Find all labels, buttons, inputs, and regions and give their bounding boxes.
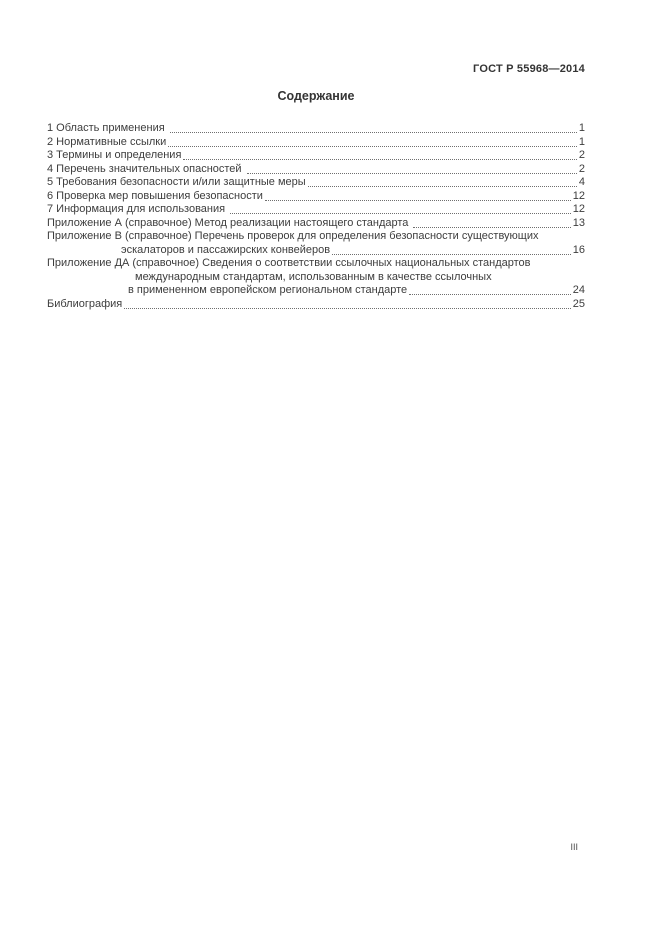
toc-entry	[47, 176, 585, 190]
toc-entry	[47, 190, 585, 204]
toc-entry	[47, 203, 585, 217]
toc-entry	[47, 217, 585, 231]
toc-entry-label: в примененном европейском региональном стандарте	[128, 284, 408, 296]
dotted-leader	[230, 212, 571, 214]
toc-entry	[47, 163, 585, 177]
toc-entry-continuation	[47, 284, 585, 298]
toc-entry	[47, 230, 585, 257]
toc-entry-label: Приложение А (справочное) Метод реализации настоящего стандарта	[47, 216, 412, 229]
dotted-leader	[124, 307, 571, 309]
document-header: ГОСТ Р 55968—2014	[473, 63, 585, 75]
toc-entry-label: Библиография	[47, 297, 123, 310]
toc-entry-label: 3 Термины и определения	[47, 149, 182, 161]
toc-entry	[47, 136, 585, 150]
dotted-leader	[413, 226, 570, 228]
table-of-contents	[47, 122, 585, 311]
dotted-leader	[170, 131, 577, 133]
toc-entry-page: 1	[578, 122, 585, 134]
toc-entry-page: 4	[578, 176, 585, 188]
toc-entry-page: 24	[572, 284, 585, 296]
toc-entry-page: 2	[578, 162, 585, 175]
toc-entry-page: 16	[572, 243, 585, 256]
toc-entry-page: 13	[572, 216, 585, 229]
dotted-leader	[308, 185, 577, 187]
toc-entry-label: международным стандартам, использованным в качестве ссылочных	[135, 270, 492, 283]
toc-entry-label: эскалаторов и пассажирских конвейеров	[121, 243, 331, 256]
dotted-leader	[247, 172, 577, 174]
toc-entry-label: 6 Проверка мер повышения безопасности	[47, 189, 263, 202]
toc-entry	[47, 257, 585, 298]
toc-entry-label: Приложение В (справочное) Перечень проверок для определения безопасности существующих	[47, 230, 539, 242]
toc-entry-page: 12	[572, 189, 585, 202]
page-title: Содержание	[277, 89, 355, 103]
toc-entry	[47, 122, 585, 136]
toc-entry-page: 12	[572, 203, 585, 215]
toc-entry	[47, 149, 585, 163]
toc-entry-label: 7 Информация для использования	[47, 203, 229, 215]
folio-page-number: III	[570, 842, 578, 852]
toc-entry-label: 5 Требования безопасности и/или защитные меры	[47, 176, 306, 188]
toc-entry	[47, 298, 585, 312]
toc-entry-page: 25	[572, 297, 585, 310]
toc-entry-label: 2 Нормативные ссылки	[47, 135, 167, 148]
toc-entry-label: Приложение ДА (справочное) Сведения о соответствии ссылочных национальных стандартов	[47, 257, 531, 269]
toc-entry-label: 4 Перечень значительных опасностей	[47, 162, 245, 175]
dotted-leader	[409, 293, 571, 295]
toc-entry-page: 2	[578, 149, 585, 161]
dotted-leader	[332, 253, 571, 255]
dotted-leader	[183, 158, 576, 160]
toc-entry-continuation	[47, 244, 585, 258]
dotted-leader	[168, 145, 577, 147]
toc-entry-label: 1 Область применения	[47, 122, 168, 134]
toc-entry-page: 1	[578, 135, 585, 148]
dotted-leader	[265, 199, 571, 201]
